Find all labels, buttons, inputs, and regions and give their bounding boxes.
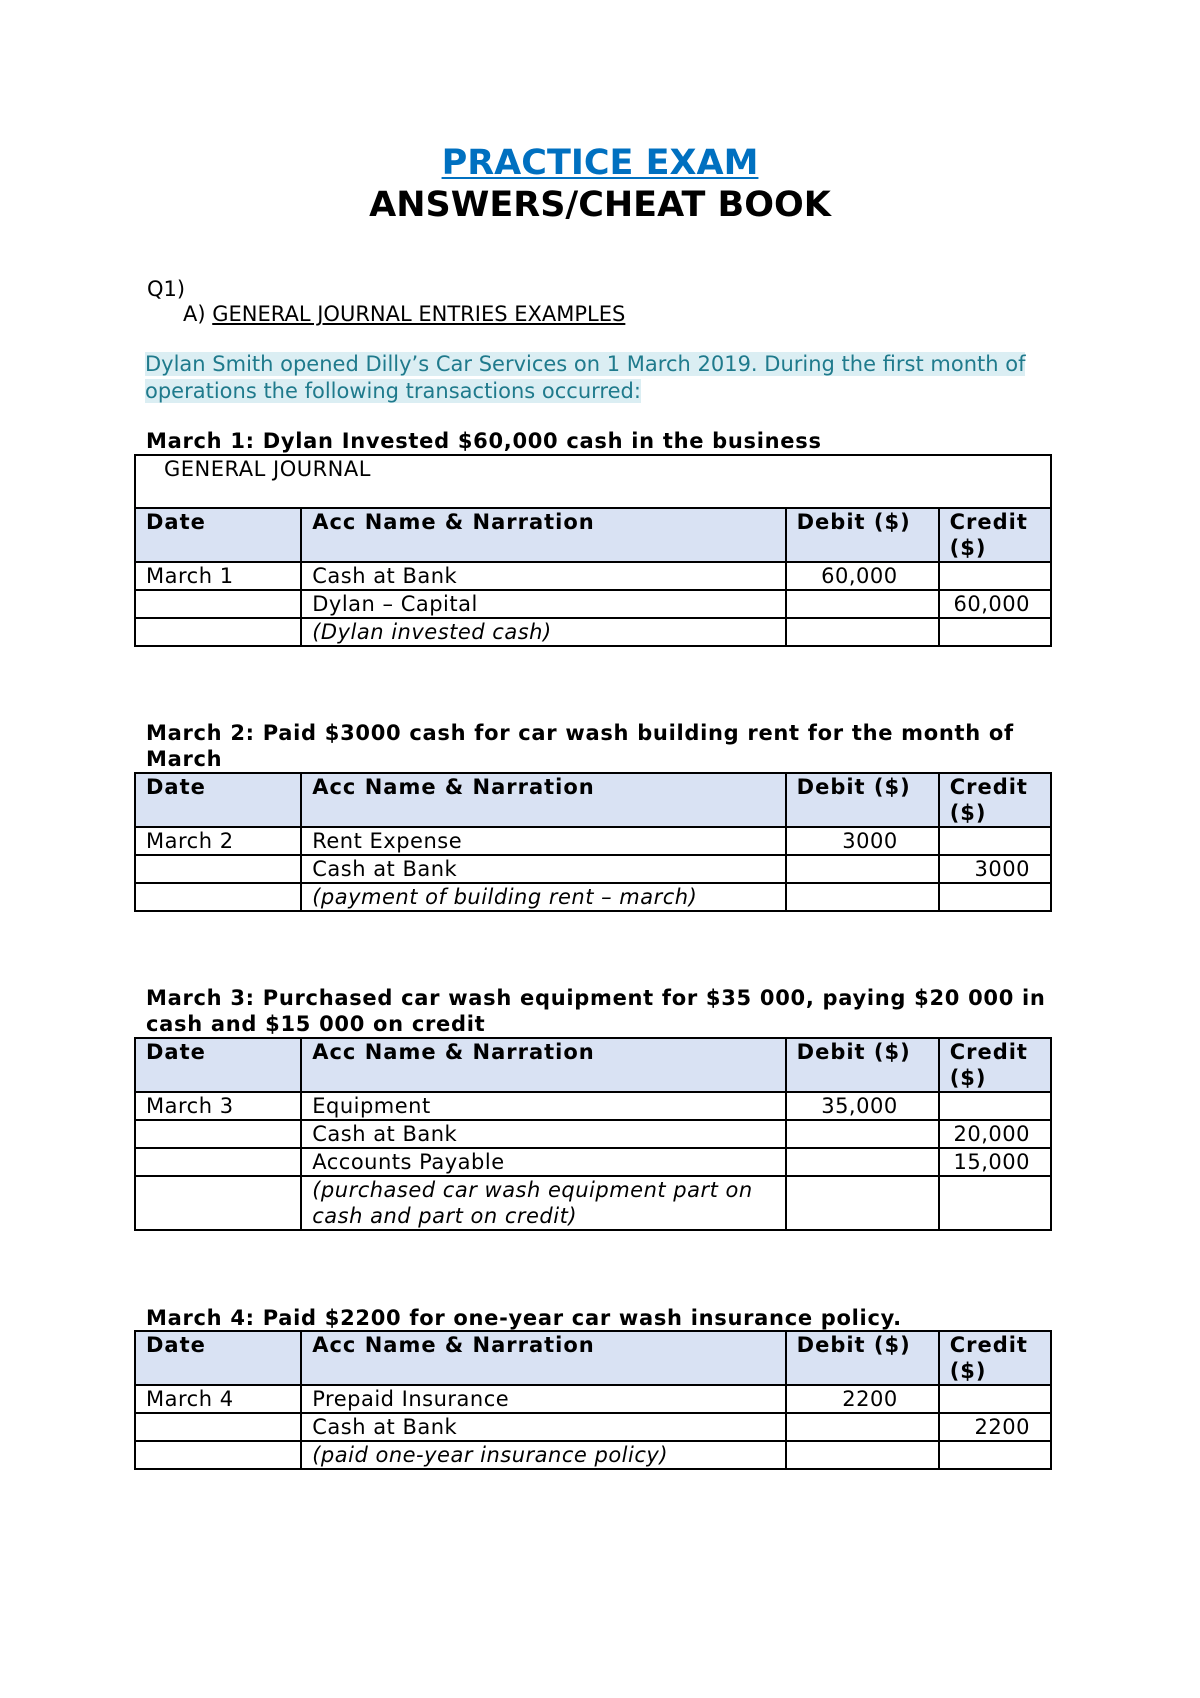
debit-cell <box>786 590 939 618</box>
section-title: GENERAL JOURNAL ENTRIES EXAMPLES <box>212 302 626 326</box>
account-cell: Cash at Bank <box>301 855 785 883</box>
entry-heading: March 2: Paid $3000 cash for car wash building rent for the month of March <box>146 721 1014 771</box>
debit-cell <box>786 618 939 646</box>
table-row <box>135 1148 1051 1176</box>
credit-cell <box>939 1176 1051 1230</box>
table-row <box>135 1385 1051 1413</box>
table-row <box>135 562 1051 590</box>
journal-table <box>134 1037 1052 1231</box>
account-cell: Accounts Payable <box>301 1148 785 1176</box>
column-header-debit: Debit ($) <box>786 1331 939 1385</box>
date-cell: March 4 <box>135 1385 301 1413</box>
account-cell: Cash at Bank <box>301 1120 785 1148</box>
credit-cell <box>939 1385 1051 1413</box>
account-cell: Equipment <box>301 1092 785 1120</box>
table-row <box>135 590 1051 618</box>
table-row <box>135 1120 1051 1148</box>
journal-table <box>134 1330 1052 1470</box>
section-prefix: A) <box>183 302 213 326</box>
date-cell <box>135 883 301 911</box>
column-header-date: Date <box>135 508 301 562</box>
account-cell: Cash at Bank <box>301 1413 785 1441</box>
credit-cell <box>939 1092 1051 1120</box>
journal-table <box>134 772 1052 912</box>
section-heading <box>183 301 625 327</box>
column-header-credit: Credit ($) <box>939 1038 1051 1092</box>
narration-cell: (paid one-year insurance policy) <box>301 1441 785 1469</box>
table-row <box>135 855 1051 883</box>
credit-cell: 2200 <box>939 1413 1051 1441</box>
credit-cell: 15,000 <box>939 1148 1051 1176</box>
table-row <box>135 1413 1051 1441</box>
date-cell <box>135 590 301 618</box>
column-header-date: Date <box>135 773 301 827</box>
debit-cell <box>786 1176 939 1230</box>
credit-cell: 20,000 <box>939 1120 1051 1148</box>
debit-cell <box>786 883 939 911</box>
credit-cell: 60,000 <box>939 590 1051 618</box>
date-cell: March 3 <box>135 1092 301 1120</box>
table-row <box>135 1176 1051 1230</box>
page-subtitle: ANSWERS/CHEAT BOOK <box>369 185 831 225</box>
narration-cell: (Dylan invested cash) <box>301 618 785 646</box>
page-title-text: PRACTICE EXAM <box>441 143 759 183</box>
question-number: Q1) <box>147 277 186 301</box>
column-header-debit: Debit ($) <box>786 508 939 562</box>
column-header-acc: Acc Name & Narration <box>301 508 785 562</box>
column-header-acc: Acc Name & Narration <box>301 1038 785 1092</box>
debit-cell: 35,000 <box>786 1092 939 1120</box>
column-header-credit: Credit ($) <box>939 508 1051 562</box>
column-header-credit: Credit ($) <box>939 773 1051 827</box>
credit-cell: 3000 <box>939 855 1051 883</box>
entry-heading: March 1: Dylan Invested $60,000 cash in the business <box>146 429 822 453</box>
intro-paragraph <box>145 351 1065 405</box>
journal-label: GENERAL JOURNAL <box>135 455 1051 508</box>
date-cell <box>135 1441 301 1469</box>
date-cell <box>135 1120 301 1148</box>
date-cell <box>135 1413 301 1441</box>
narration-cell: (purchased car wash equipment part on cash and part on credit) <box>301 1176 785 1230</box>
credit-cell <box>939 827 1051 855</box>
column-header-acc: Acc Name & Narration <box>301 1331 785 1385</box>
account-cell: Cash at Bank <box>301 562 785 590</box>
table-row <box>135 1092 1051 1120</box>
debit-cell <box>786 1120 939 1148</box>
debit-cell <box>786 855 939 883</box>
column-header-credit: Credit ($) <box>939 1331 1051 1385</box>
date-cell <box>135 1176 301 1230</box>
debit-cell <box>786 1148 939 1176</box>
table-row <box>135 1441 1051 1469</box>
entry-heading: March 4: Paid $2200 for one-year car wash insurance policy. <box>146 1306 902 1330</box>
credit-cell <box>939 618 1051 646</box>
account-cell: Prepaid Insurance <box>301 1385 785 1413</box>
column-header-debit: Debit ($) <box>786 773 939 827</box>
debit-cell: 3000 <box>786 827 939 855</box>
debit-cell <box>786 1413 939 1441</box>
debit-cell <box>786 1441 939 1469</box>
date-cell <box>135 855 301 883</box>
debit-cell: 2200 <box>786 1385 939 1413</box>
date-cell: March 2 <box>135 827 301 855</box>
credit-cell <box>939 883 1051 911</box>
column-header-debit: Debit ($) <box>786 1038 939 1092</box>
table-row <box>135 618 1051 646</box>
debit-cell: 60,000 <box>786 562 939 590</box>
account-cell: Dylan – Capital <box>301 590 785 618</box>
date-cell <box>135 1148 301 1176</box>
page-title <box>0 143 1200 183</box>
journal-table <box>134 454 1052 647</box>
credit-cell <box>939 562 1051 590</box>
column-header-acc: Acc Name & Narration <box>301 773 785 827</box>
table-row <box>135 827 1051 855</box>
column-header-date: Date <box>135 1038 301 1092</box>
column-header-date: Date <box>135 1331 301 1385</box>
intro-text: Dylan Smith opened Dilly’s Car Services on 1 March 2019. During the first month of operations the following transactions occurred: <box>145 352 1026 403</box>
date-cell: March 1 <box>135 562 301 590</box>
credit-cell <box>939 1441 1051 1469</box>
narration-cell: (payment of building rent – march) <box>301 883 785 911</box>
table-row <box>135 883 1051 911</box>
account-cell: Rent Expense <box>301 827 785 855</box>
entry-heading: March 3: Purchased car wash equipment for $35 000, paying $20 000 in cash and $15 000 on credit <box>146 986 1046 1036</box>
date-cell <box>135 618 301 646</box>
